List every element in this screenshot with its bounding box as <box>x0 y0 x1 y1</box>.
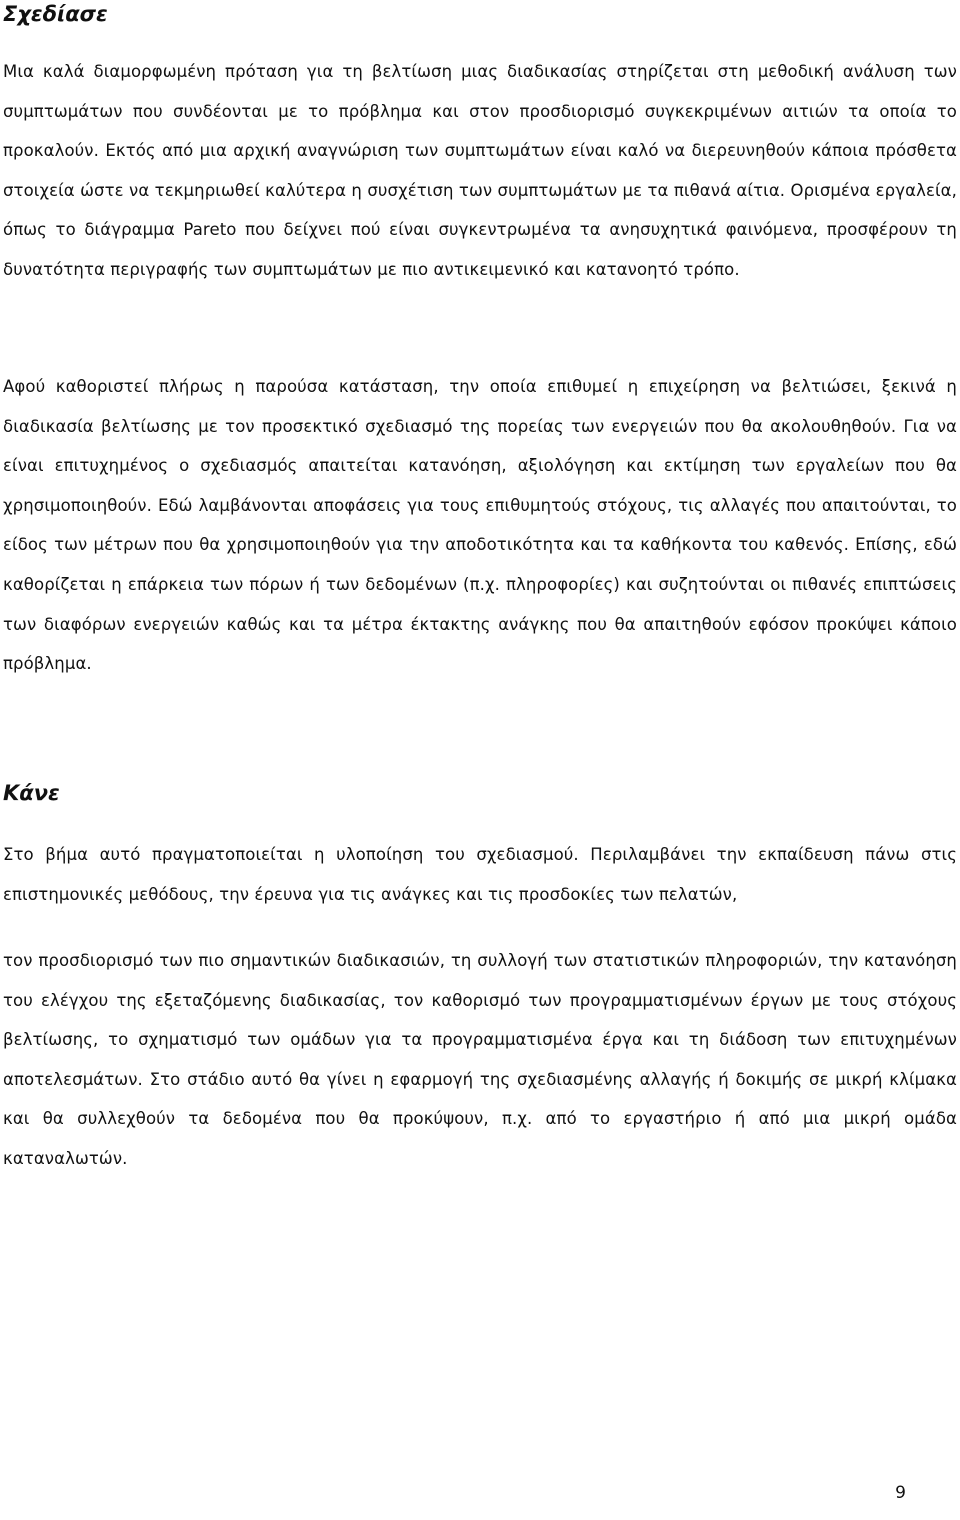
section-heading-design: Σχεδίασε <box>3 2 108 26</box>
paragraph-design-1: Μια καλά διαμορφωμένη πρόταση για τη βελτίωση μιας διαδικασίας στηρίζεται στη μεθοδική ανάλυση των συμπτωμάτων που συνδέονται με το πρόβλημα και στον προσδιορισμό συγκεκριμένων αιτιών τα οποία το προκαλούν. Εκτός από μια αρχική αναγνώριση των συμπτωμάτων είναι καλό να διερευνηθούν κάποια πρόσθετα στοιχεία ώστε να τεκμηριωθεί καλύτερα η συσχέτιση των συμπτωμάτων με τα πιθανά αίτια. Ορισμένα εργαλεία, όπως το διάγραμμα Pareto που δείχνει πού είναι συγκεντρωμένα τα ανησυχητικά φαινόμενα, προσφέρουν τη δυνατότητα περιγραφής των συμπτωμάτων με πιο αντικειμενικό και κατανοητό τρόπο. <box>3 62 957 279</box>
section-heading-do: Κάνε <box>3 781 60 805</box>
paragraph-do-1: Στο βήμα αυτό πραγματοποιείται η υλοποίηση του σχεδιασμού. Περιλαμβάνει την εκπαίδευση πάνω στις επιστημονικές μεθόδους, την έρευνα για τις ανάγκες και τις προσδοκίες των πελατών, <box>3 845 957 904</box>
paragraph-design-2: Αφού καθοριστεί πλήρως η παρούσα κατάσταση, την οποία επιθυμεί η επιχείρηση να βελτιώσει, ξεκινά η διαδικασία βελτίωσης με τον προσεκτικό σχεδιασμό της πορείας των ενεργειών που θα ακολουθηθούν. Για να είναι επιτυχημένος ο σχεδιασμός απαιτείται κατανόηση, αξιολόγηση και εκτίμηση των εργαλείων που θα χρησιμοποιηθούν. Εδώ λαμβάνονται αποφάσεις για τους επιθυμητούς στόχους, τις αλλαγές που απαιτούνται, το είδος των μέτρων που θα χρησιμοποιηθούν για την αποδοτικότητα και τα καθήκοντα του καθενός. Επίσης, εδώ καθορίζεται η επάρκεια των πόρων ή των δεδομένων (π.χ. πληροφορίες) και συζητούνται οι πιθανές επιπτώσεις των διαφόρων ενεργειών καθώς και τα μέτρα έκτακτης ανάγκης που θα απαιτηθούν εφόσον προκύψει κάποιο πρόβλημα. <box>3 377 957 674</box>
paragraph-do-2: τον προσδιορισμό των πιο σημαντικών διαδικασιών, τη συλλογή των στατιστικών πληροφοριών, την κατανόηση του ελέγχου της εξεταζόμενης διαδικασίας, τον καθορισμό των προγραμματισμένων έργων με τους στόχους βελτίωσης, το σχηματισμό των ομάδων για τα προγραμματισμένα έργα και τη διάδοση των επιτυχημένων αποτελεσμάτων. Στο στάδιο αυτό θα γίνει η εφαρμογή της σχεδιασμένης αλλαγής ή δοκιμής σε μικρή κλίμακα και θα συλλεχθούν τα δεδομένα που θα προκύψουν, π.χ. από το εργαστήριο ή από μια μικρή ομάδα καταναλωτών. <box>3 951 957 1168</box>
page-number: 9 <box>895 1483 906 1503</box>
